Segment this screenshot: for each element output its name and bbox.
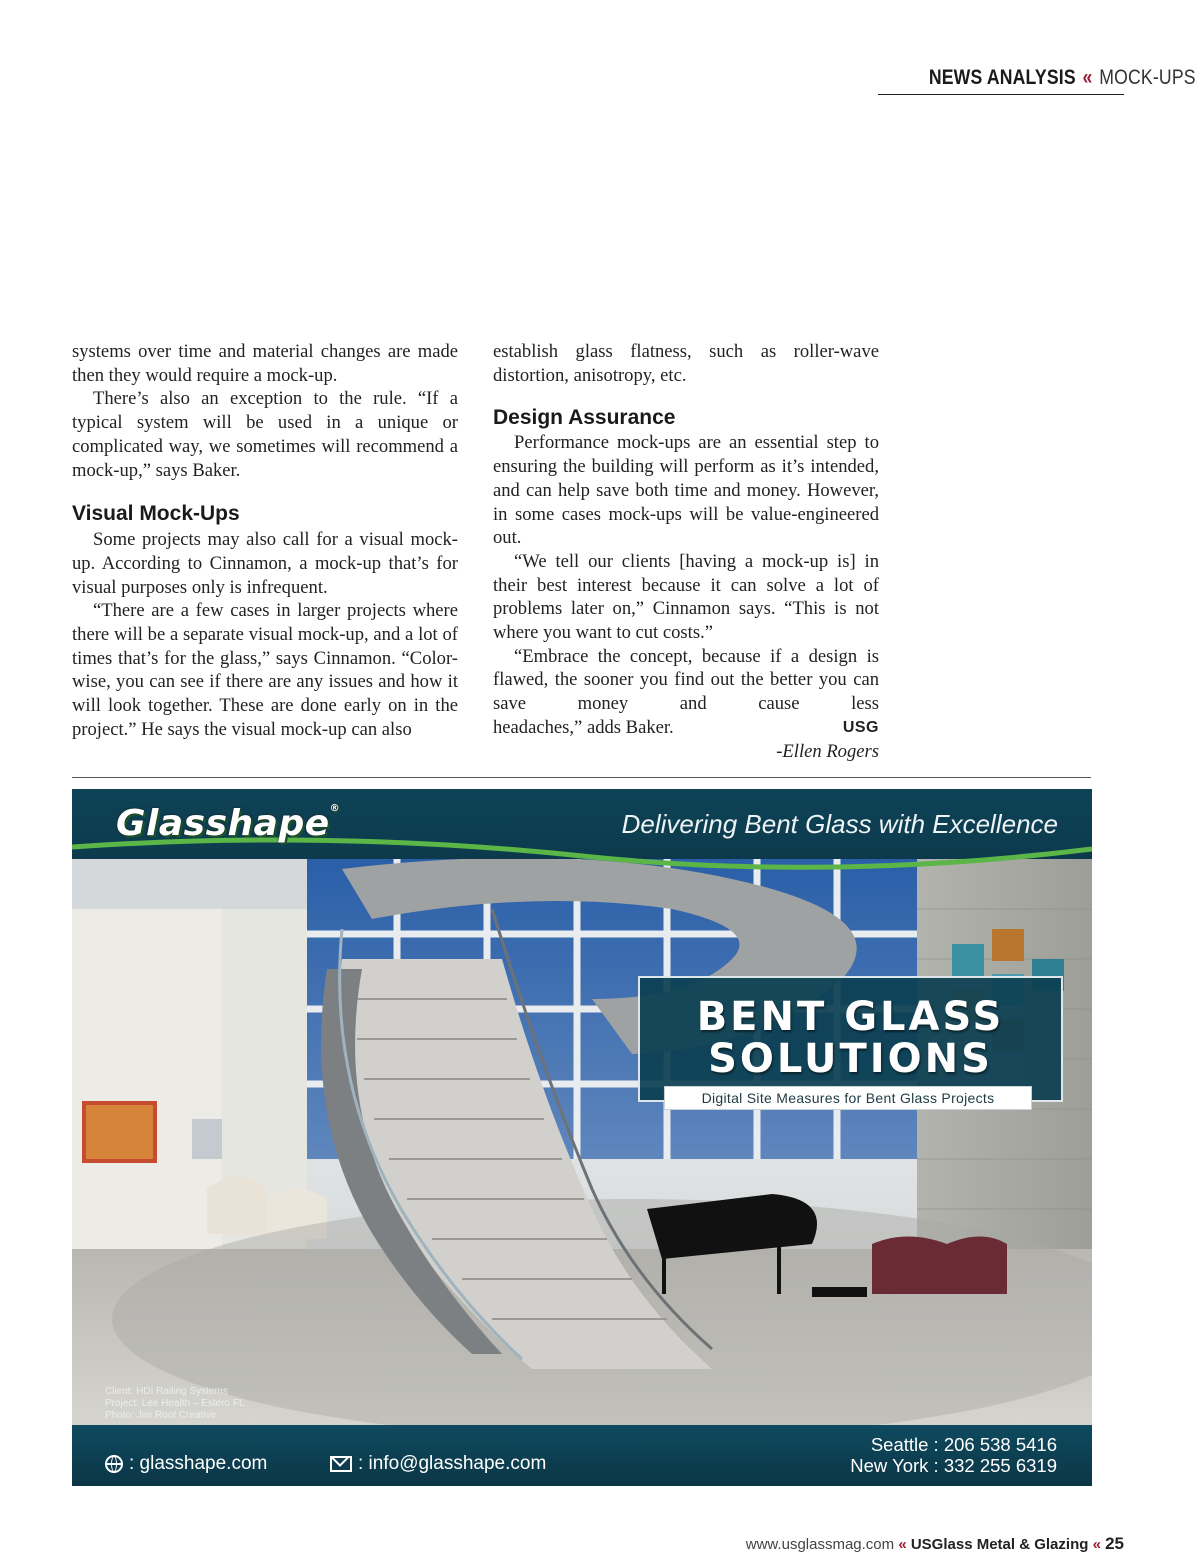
phone-newyork: New York : 332 255 6319	[850, 1455, 1057, 1476]
ad-subhead: Digital Site Measures for Bent Glass Projects	[701, 1090, 995, 1106]
subhead-panel	[664, 1086, 1032, 1110]
staircase-illustration	[72, 849, 1092, 1431]
paragraph: “We tell our clients [having a mock-up is] in their best interest because it can solve a lot of problems later on,” Cinnamon says. “This is not where you want to cut costs.”	[493, 550, 879, 644]
closing-line	[493, 716, 879, 740]
paragraph: “Embrace the concept, because if a design is flawed, the sooner you find out the better you can save money and cause less	[493, 645, 879, 715]
paragraph: “There are a few cases in larger projects where there will be a separate visual mock-up, and a lot of times that’s for the glass,” says Cinnamon. “Color-wise, you can see if there are any issues and how it will look together. These are done early on in the project.” He says the visual mock-up can also	[72, 600, 458, 740]
page-number: 25	[1105, 1534, 1124, 1553]
ad-headline	[640, 978, 1061, 1080]
author-byline: -Ellen Rogers	[776, 740, 879, 762]
closing-text: headaches,” adds Baker.	[493, 716, 674, 738]
running-header	[878, 66, 1196, 95]
mail-icon	[330, 1456, 352, 1472]
headline-panel	[638, 976, 1063, 1102]
glasshape-advertisement[interactable]	[72, 789, 1092, 1486]
paragraph: Some projects may also call for a visual mock-up. According to Cinnamon, a mock-up that’s for visual purposes only is infrequent.	[72, 529, 458, 598]
phone-numbers	[850, 1434, 1057, 1476]
globe-icon	[105, 1455, 123, 1473]
photo-credits	[105, 1386, 245, 1422]
footer-separator: «	[1092, 1536, 1101, 1553]
credit-client: Client: HDI Railing Systems	[105, 1386, 228, 1397]
phone-seattle: Seattle : 206 538 5416	[870, 1434, 1057, 1455]
ad-tagline: Delivering Bent Glass with Excellence	[621, 809, 1058, 839]
footer-url[interactable]: www.usglassmag.com	[745, 1536, 895, 1553]
logo-text: Glasshape	[116, 803, 330, 844]
section-heading-visual-mockups: Visual Mock-Ups	[72, 502, 240, 526]
paragraph: Performance mock-ups are an essential step to ensuring the building will perform as it’s intended, and can help save both time and money. However, in some cases mock-ups will be value-engineered out.	[493, 432, 879, 549]
credit-photo: Photo: Jim Roof Creative	[105, 1410, 217, 1421]
glasshape-logo[interactable]	[116, 803, 340, 844]
section-label: NEWS ANALYSIS	[928, 66, 1076, 89]
credit-project: Project: Lee Health – Estero FL	[105, 1398, 245, 1409]
divider-rule	[72, 777, 1091, 778]
magazine-name: USGlass Metal & Glazing	[910, 1536, 1089, 1553]
registered-mark: ®	[329, 803, 341, 814]
paragraph: There’s also an exception to the rule. “If a typical system will be used in a unique or complicated way, we sometimes will recommend a mock-up,” says Baker.	[72, 388, 458, 481]
article-column-right	[493, 340, 879, 763]
website-link[interactable]	[105, 1453, 267, 1475]
topic-label: MOCK-UPS	[1099, 66, 1196, 89]
section-heading-design-assurance: Design Assurance	[493, 406, 676, 430]
website-text: : glasshape.com	[129, 1453, 268, 1474]
page-footer	[746, 1534, 1124, 1554]
headline-line-2: SOLUTIONS	[708, 1036, 993, 1082]
footer-separator: «	[898, 1536, 907, 1553]
staircase-photo	[72, 849, 1092, 1431]
headline-line-1: BENT GLASS	[696, 994, 1005, 1040]
chevron-separator: «	[1082, 66, 1093, 89]
email-link[interactable]	[330, 1453, 546, 1475]
article-column-left	[72, 340, 458, 742]
end-mark: USG	[842, 718, 879, 736]
paragraph: systems over time and material changes are made then they would require a mock-up.	[72, 341, 458, 386]
paragraph: establish glass flatness, such as roller-wave distortion, anisotropy, etc.	[493, 341, 879, 386]
email-text: : info@glasshape.com	[358, 1453, 547, 1474]
